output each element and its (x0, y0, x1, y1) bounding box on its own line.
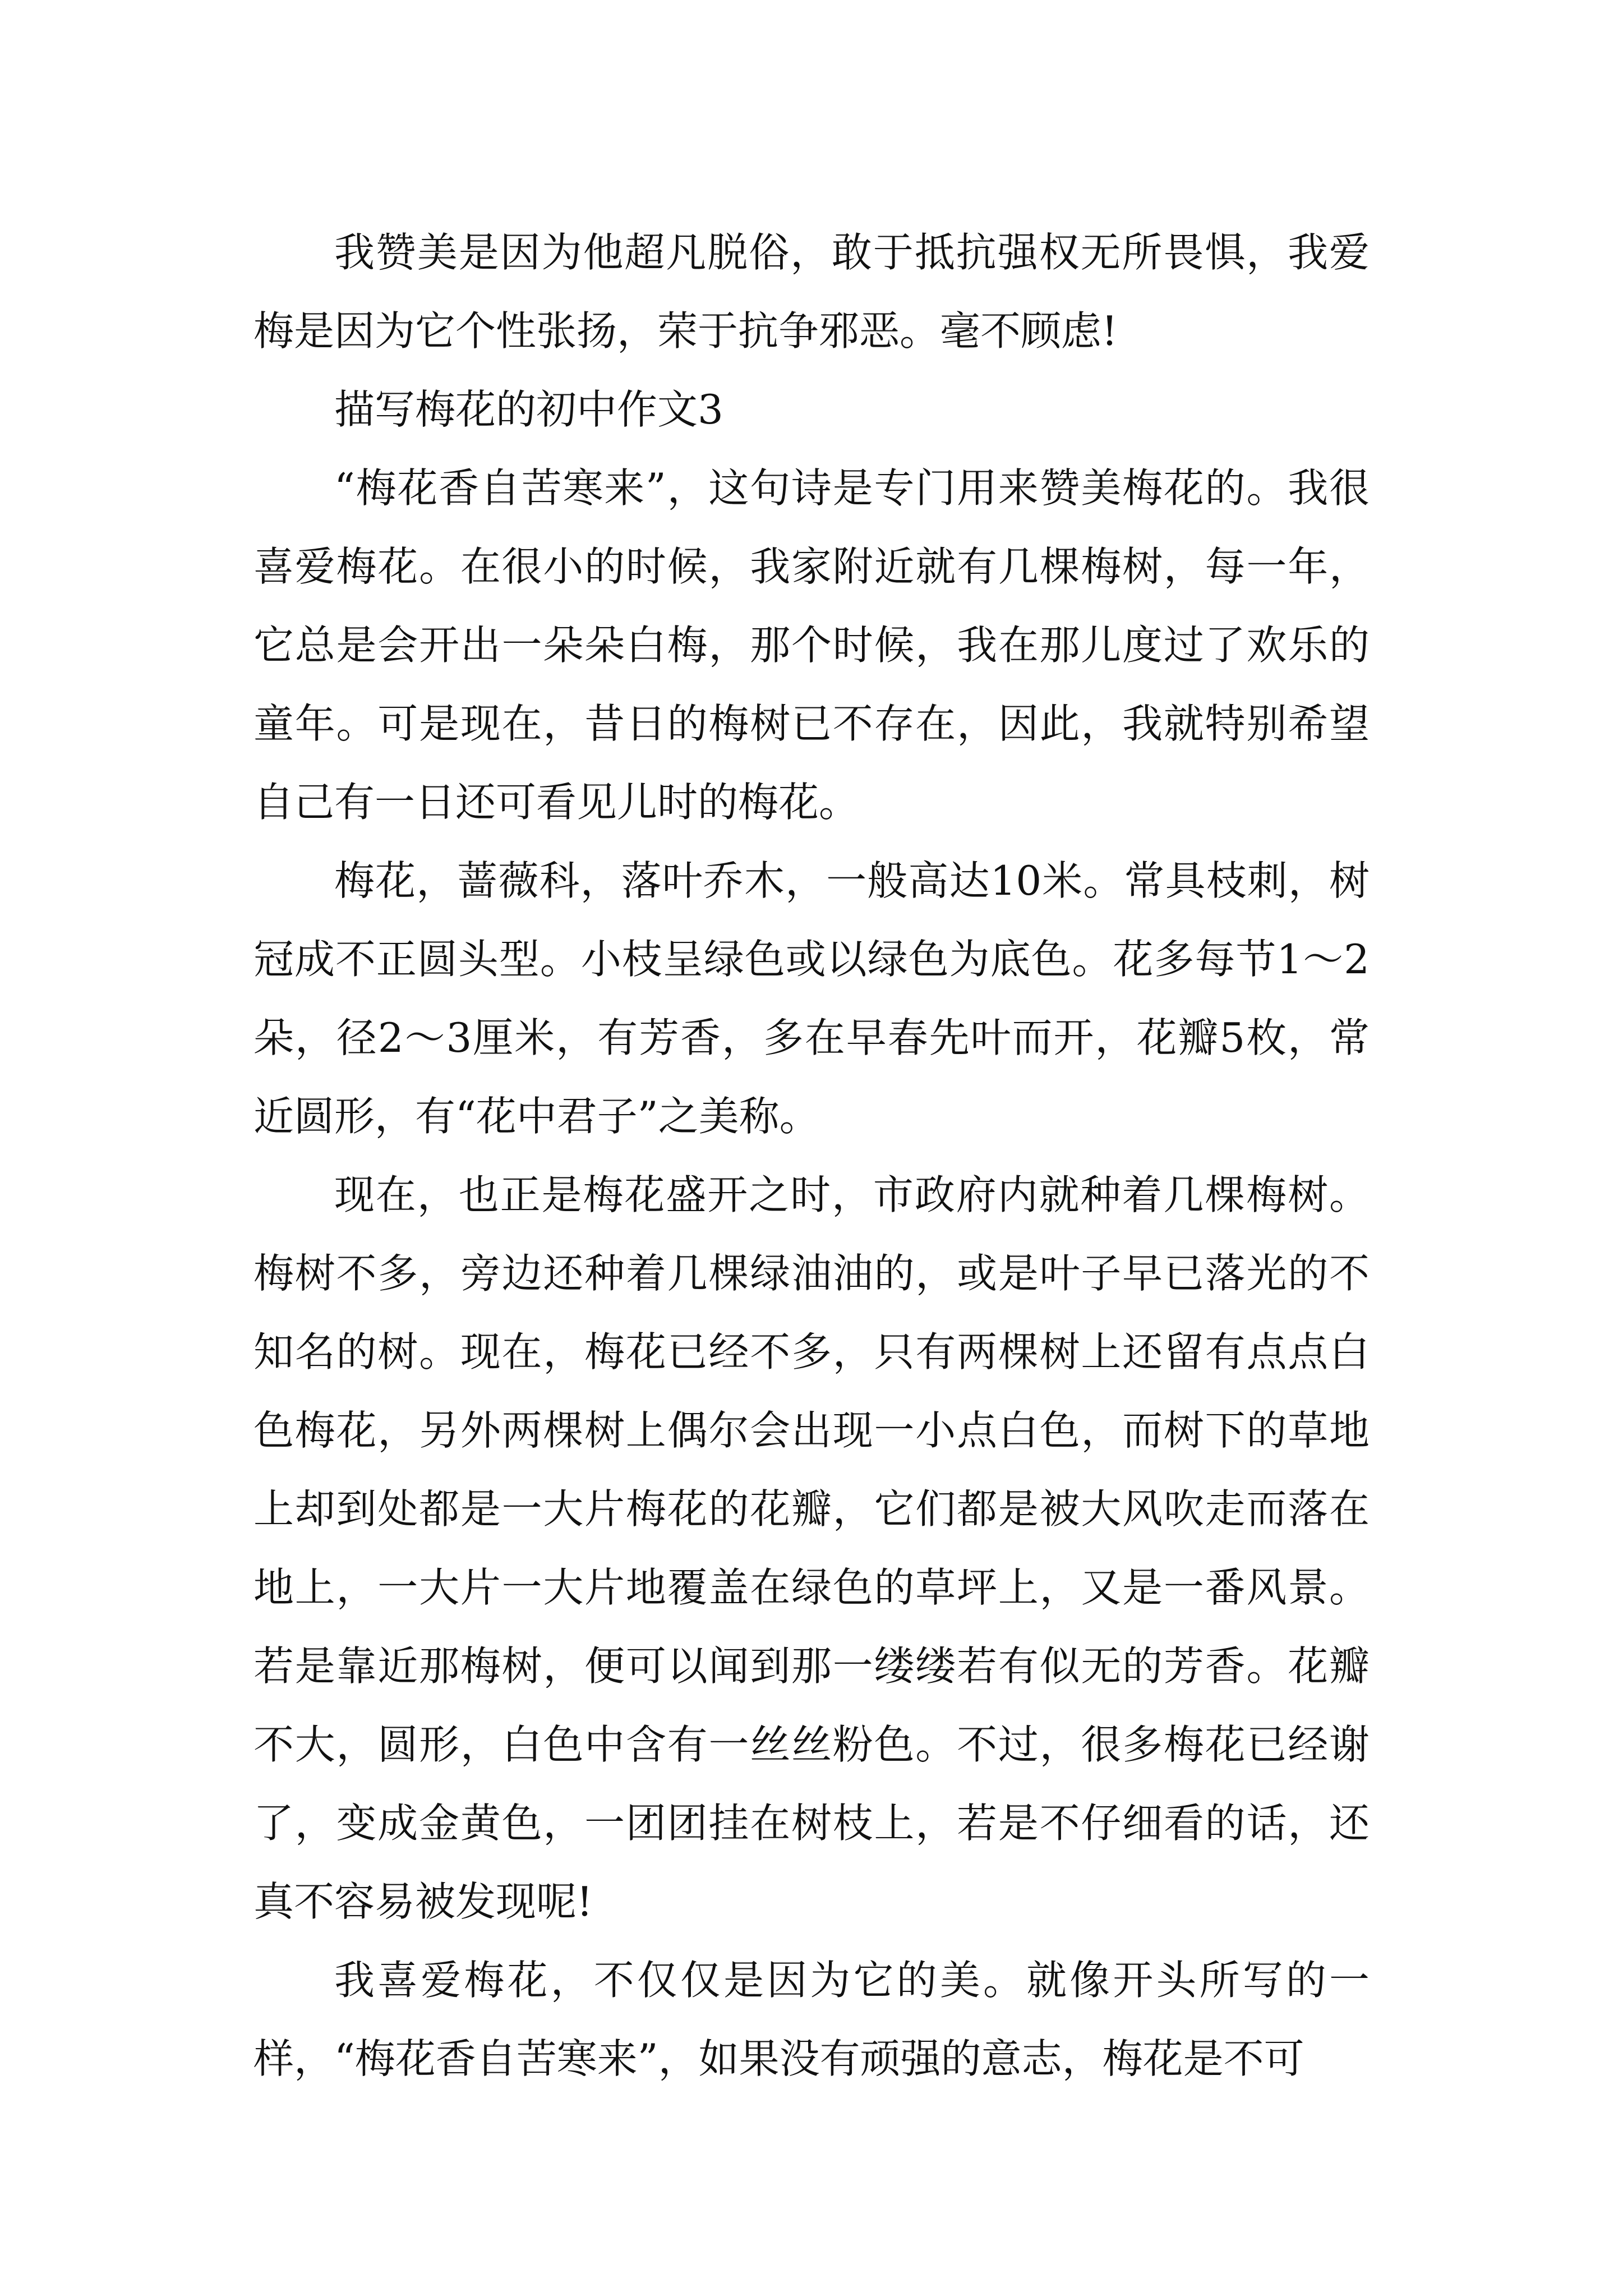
section-heading: 描写梅花的初中作文3 (334, 386, 723, 433)
paragraph-praise: 我赞美是因为他超凡脱俗，敢于抵抗强权无所畏惧，我爱梅是因为它个性张扬，荣于抗争邪恶。毫不顾虑! (253, 229, 1370, 355)
paragraph-scene: 现在，也正是梅花盛开之时，市政府内就种着几棵梅树。梅树不多，旁边还种着几棵绿油油的，或是叶子早已落光的不知名的树。现在，梅花已经不多，只有两棵树上还留有点点白色梅花，另外两棵树上偶尔会出现一小点白色，而树下的草地上却到处都是一大片梅花的花瓣，它们都是被大风吹走而落在地上，一大片一大片地覆盖在绿色的草坪上，又是一番风景。若是靠近那梅树，便可以闻到那一缕缕若有似无的芳香。花瓣不大，圆形，白色中含有一丝丝粉色。不过，很多梅花已经谢了，变成金黄色，一团团挂在树枝上，若是不仔细看的话，还真不容易被发现呢! (253, 1171, 1370, 1925)
paragraph-description: 梅花，蔷薇科，落叶乔木，一般高达10米。常具枝刺，树冠成不正圆头型。小枝呈绿色或以绿色为底色。花多每节1～2朵，径2～3厘米，有芳香，多在早春先叶而开，花瓣5枚，常近圆形，有“花中君子”之美称。 (253, 857, 1370, 1140)
paragraph-closing: 我喜爱梅花，不仅仅是因为它的美。就像开头所写的一样，“梅花香自苦寒来”，如果没有顽强的意志，梅花是不可 (253, 1957, 1370, 2082)
document-body (253, 213, 1370, 2098)
paragraph-intro: “梅花香自苦寒来”，这句诗是专门用来赞美梅花的。我很喜爱梅花。在很小的时候，我家附近就有几棵梅树，每一年，它总是会开出一朵朵白梅，那个时候，我在那儿度过了欢乐的童年。可是现在，昔日的梅树已不存在，因此，我就特别希望自己有一日还可看见儿时的梅花。 (253, 464, 1370, 826)
